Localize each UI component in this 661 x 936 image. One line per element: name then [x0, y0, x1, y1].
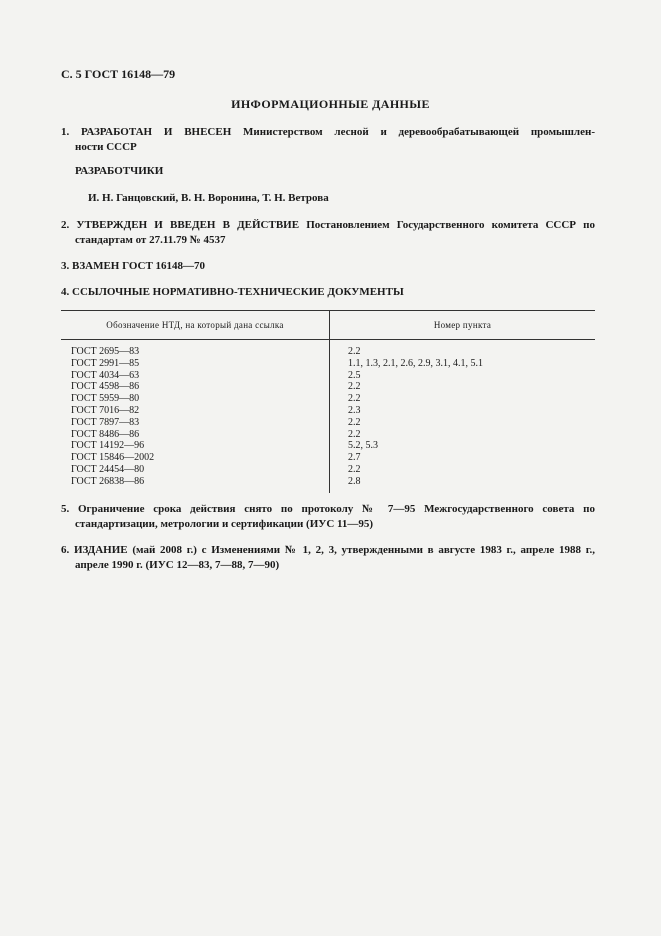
table-top-border — [61, 310, 595, 311]
table-cell-ntd: ГОСТ 4034—63 — [71, 369, 140, 381]
table-cell-ntd: ГОСТ 7897—83 — [71, 416, 140, 428]
section-6-line-1: 6. ИЗДАНИЕ (май 2008 г.) с Изменениями № 1, 2, 3, утвержденными в августе 1983 г., апреле 1988 г., — [61, 544, 595, 556]
table-cell-ntd: ГОСТ 26838—86 — [71, 475, 145, 487]
table-cell-ntd: ГОСТ 24454—80 — [71, 463, 145, 475]
table-header-clause: Номер пункта — [433, 320, 492, 330]
developers-list: И. Н. Ганцовский, В. Н. Воронина, Т. Н. Ветрова — [88, 192, 329, 204]
table-cell-clause: 2.7 — [348, 452, 361, 464]
table-header-border — [61, 339, 595, 340]
table-cell-ntd: ГОСТ 2695—83 — [71, 346, 140, 357]
table-cell-ntd: ГОСТ 15846—2002 — [71, 452, 155, 464]
table-cell-clause: 2.2 — [348, 393, 361, 405]
table-cell-clause: 2.2 — [348, 463, 361, 475]
table-cell-ntd: ГОСТ 2991—85 — [71, 357, 140, 369]
developers-label: РАЗРАБОТЧИКИ — [75, 165, 164, 177]
table-cell-clause: 2.3 — [348, 404, 361, 416]
table-column-ntd — [71, 346, 154, 488]
table-cell-clause: 2.2 — [348, 346, 361, 357]
page-header: С. 5 ГОСТ 16148—79 — [61, 67, 176, 81]
table-cell-clause: 2.2 — [348, 381, 361, 393]
section-1-line-1: 1. РАЗРАБОТАН И ВНЕСЕН Министерством лесной и деревообрабатывающей промышлен- — [61, 126, 595, 138]
table-cell-clause: 1.1, 1.3, 2.1, 2.6, 2.9, 3.1, 4.1, 5.1 — [348, 357, 483, 369]
table-cell-ntd: ГОСТ 7016—82 — [71, 404, 140, 416]
section-2-line-2: стандартам от 27.11.79 № 4537 — [75, 234, 226, 246]
table-cell-clause: 2.2 — [348, 428, 361, 440]
table-column-divider — [329, 310, 330, 493]
table-cell-ntd: ГОСТ 14192—96 — [71, 440, 145, 452]
table-cell-clause: 2.8 — [348, 475, 361, 487]
section-6-line-2: апреле 1990 г. (ИУС 12—83, 7—88, 7—90) — [75, 559, 280, 571]
section-5-line-2: стандартизации, метрологии и сертификации (ИУС 11—95) — [75, 518, 374, 530]
section-4-heading: 4. ССЫЛОЧНЫЕ НОРМАТИВНО-ТЕХНИЧЕСКИЕ ДОКУМЕНТЫ — [61, 286, 404, 298]
table-cell-clause: 5.2, 5.3 — [348, 440, 378, 452]
table-cell-ntd: ГОСТ 5959—80 — [71, 393, 140, 405]
table-column-clause — [348, 346, 483, 488]
section-2-line-1: 2. УТВЕРЖДЕН И ВВЕДЕН В ДЕЙСТВИЕ Постановлением Государственного комитета СССР по — [61, 219, 595, 231]
table-cell-clause: 2.2 — [348, 416, 361, 428]
table-cell-ntd: ГОСТ 4598—86 — [71, 381, 140, 393]
section-5-line-1: 5. Ограничение срока действия снято по протоколу № 7—95 Межгосударственного совета по — [61, 503, 595, 515]
section-1-line-2: ности СССР — [75, 141, 137, 153]
section-3: 3. ВЗАМЕН ГОСТ 16148—70 — [61, 260, 206, 272]
table-header-ntd: Обозначение НТД, на который дана ссылка — [106, 320, 284, 330]
table-cell-ntd: ГОСТ 8486—86 — [71, 428, 140, 440]
table-cell-clause: 2.5 — [348, 369, 361, 381]
document-title: ИНФОРМАЦИОННЫЕ ДАННЫЕ — [231, 97, 430, 111]
